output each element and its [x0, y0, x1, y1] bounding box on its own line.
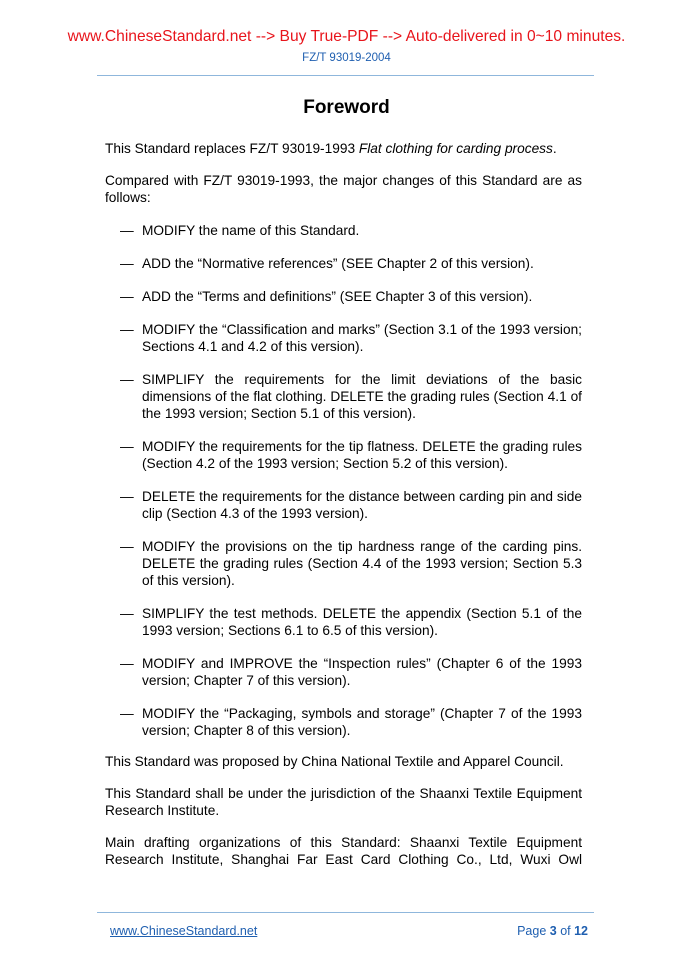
list-dash: — [120, 372, 134, 387]
page-total: 12 [574, 924, 588, 938]
list-item-text: ADD the “Terms and definitions” (SEE Chapter 3 of this version). [142, 289, 533, 304]
list-item-text: MODIFY the requirements for the tip flatness. DELETE the grading rules (Section 4.2 of the 1993 version; Section 5.2 of this version). [142, 439, 582, 471]
list-dash: — [120, 322, 134, 337]
list-item-text: MODIFY the “Classification and marks” (Section 3.1 of the 1993 version; Sections 4.1 and 4.2 of this version). [142, 322, 582, 354]
footer-divider [97, 912, 594, 913]
proposed-by-paragraph: This Standard was proposed by China National Textile and Apparel Council. [105, 754, 564, 769]
jurisdiction-paragraph: This Standard shall be under the jurisdiction of the Shaanxi Textile Equipment Research Institute. [105, 786, 582, 818]
list-dash: — [120, 656, 134, 671]
foreword-body [105, 140, 582, 883]
drafting-paragraph: Main drafting organizations of this Standard: Shaanxi Textile Equipment Research Institute, Shanghai Far East Card Clothing Co., Ltd, Wuxi Owl [105, 835, 582, 867]
list-dash: — [120, 606, 134, 621]
list-dash: — [120, 223, 134, 238]
list-item-text: ADD the “Normative references” (SEE Chapter 2 of this version). [142, 256, 534, 271]
list-dash: — [120, 256, 134, 271]
page-mid: of [556, 924, 575, 938]
footer-website-link[interactable]: www.ChineseStandard.net [110, 924, 258, 938]
promo-banner[interactable]: www.ChineseStandard.net --> Buy True-PDF --> Auto-delivered in 0~10 minutes. [67, 28, 626, 45]
page-title: Foreword [303, 97, 390, 118]
page-prefix: Page [517, 924, 550, 938]
list-item-text: SIMPLIFY the test methods. DELETE the appendix (Section 5.1 of the 1993 version; Sections 6.1 to 6.5 of this version). [142, 606, 582, 638]
list-item [105, 222, 582, 239]
document-code: FZ/T 93019-2004 [302, 52, 391, 64]
list-item [105, 705, 582, 739]
list-item [105, 488, 582, 522]
list-item-text: SIMPLIFY the requirements for the limit deviations of the basic dimensions of the flat clothing. DELETE the grading rules (Section 4.1 of the 1993 version; Section 5.1 of this version). [142, 372, 582, 421]
replaces-paragraph [105, 140, 582, 157]
changes-intro: Compared with FZ/T 93019-1993, the major changes of this Standard are as follows: [105, 173, 582, 205]
header-divider [97, 75, 594, 76]
page-current: 3 [549, 924, 557, 938]
list-item-text: MODIFY the provisions on the tip hardness range of the carding pins. DELETE the grading rules (Section 4.4 of the 1993 version; Section 5.3 of this version). [142, 539, 582, 588]
list-item [105, 538, 582, 589]
list-item [105, 438, 582, 472]
list-item [105, 371, 582, 422]
list-item-text: MODIFY and IMPROVE the “Inspection rules” (Chapter 6 of the 1993 version; Chapter 7 of this version). [142, 656, 582, 688]
list-dash: — [120, 539, 134, 554]
list-item [105, 255, 582, 272]
list-dash: — [120, 706, 134, 721]
list-dash: — [120, 439, 134, 454]
page-number [517, 923, 588, 939]
list-item-text: DELETE the requirements for the distance between carding pin and side clip (Section 4.3 of the 1993 version). [142, 489, 582, 521]
list-item-text: MODIFY the name of this Standard. [142, 223, 360, 238]
list-item [105, 288, 582, 305]
replaced-standard-title: Flat clothing for carding process [358, 141, 553, 156]
list-dash: — [120, 289, 134, 304]
list-item [105, 321, 582, 355]
replaces-suffix: . [552, 141, 557, 156]
list-item [105, 655, 582, 689]
list-item-text: MODIFY the “Packaging, symbols and storage” (Chapter 7 of the 1993 version; Chapter 8 of this version). [142, 706, 582, 738]
replaces-prefix: This Standard replaces FZ/T 93019-1993 [105, 141, 359, 156]
list-dash: — [120, 489, 134, 504]
list-item [105, 605, 582, 639]
